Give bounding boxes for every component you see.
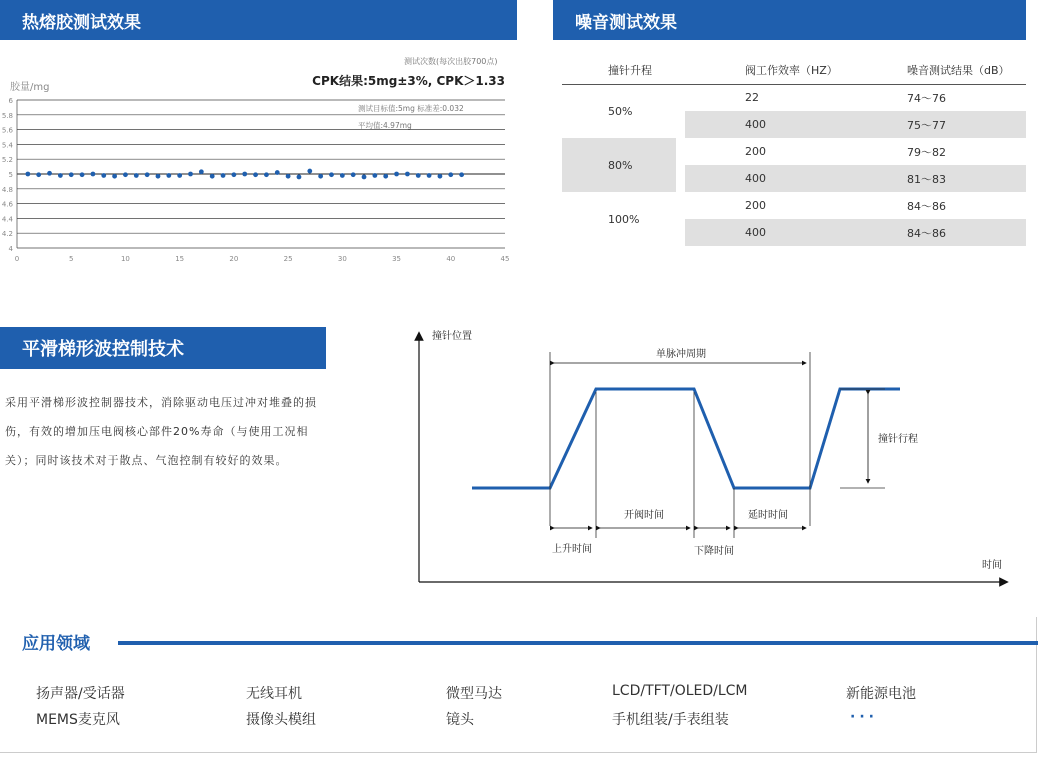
data-point [416,173,421,178]
glue-chart-area [0,46,520,276]
delay-label: 延时时间 [748,510,788,521]
app-item: 无线耳机 [246,686,302,702]
table-row [562,138,1026,165]
data-point [459,172,464,177]
data-point [264,172,269,177]
data-point [297,175,302,180]
y-tick-label: 4.6 [1,200,13,209]
data-point [383,174,388,179]
y-axis-label: 胶量/mg [10,82,50,93]
data-point [351,172,356,177]
y-tick-label: 4.8 [1,185,13,194]
data-point [101,173,106,178]
x-tick-label: 45 [500,255,510,263]
y-tick-label: 5.4 [1,141,13,150]
tech-description: 采用平滑梯形波控制器技术，消除驱动电压过冲对堆叠的损伤，有效的增加压电阀核心部件20%寿命（与使用工况相关）；同时该技术对于散点、气泡控制有较好的效果。 [5,396,317,467]
app-item: 新能源电池 [846,686,916,702]
data-point [177,173,182,178]
data-point [448,172,453,177]
noise-test-title: 噪音测试效果 [575,12,677,33]
data-point [221,173,226,178]
noise-table [562,56,1026,246]
x-tick-label: 15 [175,255,185,263]
hz-cell: 400 [685,219,835,246]
data-point [47,171,52,176]
header-hz: 阀工作效率（HZ） [685,56,835,84]
y-tick-label: 5.6 [1,126,13,135]
data-point [134,173,139,178]
x-tick-label: 30 [337,255,347,263]
data-point [362,175,367,180]
data-point [91,172,96,177]
app-item: 扬声器/受话器 [36,686,125,702]
app-item: 微型马达 [446,686,502,702]
data-point [69,172,74,177]
glue-test-banner [0,0,517,40]
y-tick-label: 5.2 [1,156,13,165]
applications-section [0,617,1037,753]
table-row [562,192,1026,219]
cpk-result: CPK结果:5mg±3%, CPK＞1.33 [312,74,505,88]
waveform-y-label: 撞针位置 [432,331,472,342]
trapezoid-wave [472,389,900,488]
tech-title: 平滑梯形波控制技术 [22,339,184,360]
applications-divider [118,641,1038,645]
noise-table-header [562,56,1026,84]
data-point [25,172,30,177]
db-cell: 84～86 [835,219,1026,246]
data-point [340,173,345,178]
more-items-ellipsis: ··· [850,709,878,725]
data-point [394,172,399,177]
y-tick-label: 4 [8,245,13,253]
x-tick-label: 0 [14,255,20,263]
data-point [123,172,128,177]
db-cell: 81～83 [835,165,1026,192]
x-tick-label: 35 [392,255,402,263]
period-label: 单脉冲周期 [656,349,706,360]
data-point [145,172,150,177]
hz-cell: 22 [745,91,759,105]
hz-cell: 400 [685,165,835,192]
x-tick-label: 25 [283,255,293,263]
y-tick-label: 4.2 [1,230,13,239]
stroke-label: 撞针行程 [878,434,918,445]
app-item: 手机组装/手表组装 [612,712,729,728]
data-point [36,172,41,177]
data-point [372,173,377,178]
data-point [166,173,171,178]
app-item: 镜头 [446,712,474,728]
mean-note: 平均值:4.97mg [358,121,412,130]
x-tick-label: 10 [120,255,130,263]
waveform-diagram [410,322,1010,592]
data-point [318,174,323,179]
test-count-label: 测试次数(每次出胶700点) [404,57,498,66]
y-tick-label: 5.8 [1,111,13,120]
table-row [562,84,1026,111]
data-point [405,172,410,177]
applications-title: 应用领域 [22,634,90,654]
data-point [58,173,63,178]
app-item: MEMS麦克风 [36,712,120,728]
data-point [438,174,443,179]
data-point [286,174,291,179]
header-db: 噪音测试结果（dB） [835,56,1026,84]
data-point [156,174,161,179]
glue-test-title: 热熔胶测试效果 [22,12,141,33]
data-point [231,172,236,177]
open-label: 开阀时间 [624,510,664,521]
data-point [210,174,215,179]
y-tick-label: 5 [8,171,13,179]
hz-cell: 400 [685,111,835,138]
glue-scatter-chart [0,46,520,276]
tech-banner [0,327,326,369]
y-tick-label: 4.4 [1,215,13,224]
y-tick-label: 6 [8,97,13,105]
app-item: 摄像头模组 [246,712,316,728]
db-cell: 75～77 [835,111,1026,138]
data-point [188,172,193,177]
noise-test-banner [553,0,1026,40]
target-note: 测试目标值:5mg 标准差:0.032 [358,104,464,113]
hz-cell: 200 [745,145,766,158]
x-tick-label: 20 [229,255,239,263]
db-cell: 74～76 [907,91,946,105]
rise-label: 上升时间 [552,544,592,555]
data-point [242,172,247,177]
data-point [427,173,432,178]
data-point [199,169,204,174]
data-point [307,169,312,174]
lift-cell: 80% [562,138,676,192]
lift-cell: 100% [608,212,640,226]
x-tick-label: 40 [446,255,456,263]
header-lift: 撞针升程 [562,56,685,84]
lift-cell: 50% [608,104,633,118]
db-cell: 79～82 [907,145,946,159]
db-cell: 84～86 [907,199,946,213]
data-point [329,172,334,177]
waveform-x-label: 时间 [982,560,1002,571]
data-point [253,172,258,177]
fall-label: 下降时间 [694,546,734,557]
x-tick-label: 5 [68,255,74,263]
hz-cell: 200 [745,199,766,212]
app-item: LCD/TFT/OLED/LCM [612,683,748,699]
data-point [112,174,117,179]
data-point [80,172,85,177]
data-point [275,170,280,175]
